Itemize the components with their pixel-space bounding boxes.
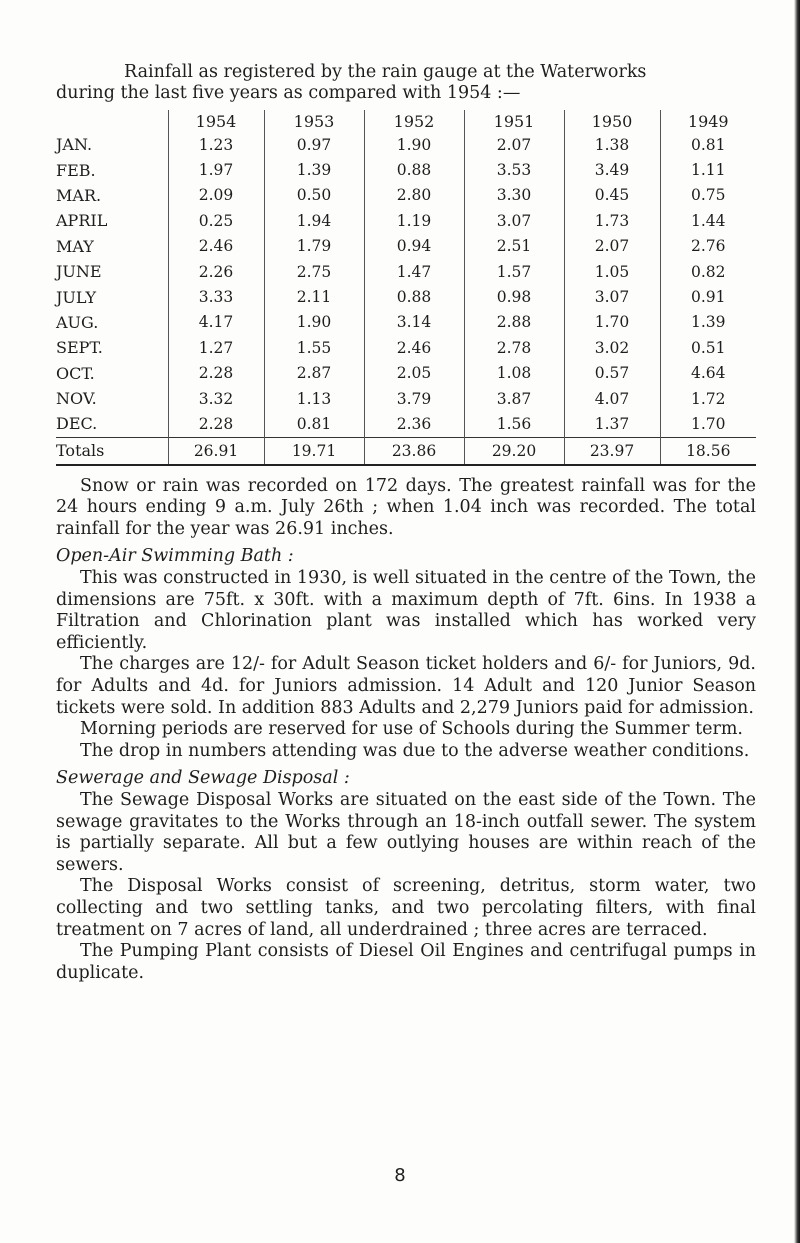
- rainfall-cell: 1.72: [660, 386, 756, 411]
- month-label: NOV.: [56, 389, 97, 409]
- rainfall-cell: 0.88: [364, 157, 464, 182]
- rainfall-cell: 1.90: [364, 132, 464, 157]
- rainfall-cell: 3.53: [464, 157, 564, 182]
- rainfall-cell: 2.09: [168, 183, 264, 208]
- rainfall-cell: 2.51: [464, 234, 564, 259]
- rainfall-cell: 3.33: [168, 284, 264, 309]
- rainfall-cell: 1.37: [564, 411, 660, 437]
- month-label: APRIL: [56, 211, 108, 231]
- rainfall-cell: 2.36: [364, 411, 464, 437]
- rainfall-cell: 1.19: [364, 208, 464, 233]
- rainfall-cell: 2.07: [464, 132, 564, 157]
- total-cell: 29.20: [464, 437, 564, 465]
- rainfall-cell: 3.87: [464, 386, 564, 411]
- rainfall-cell: 0.94: [364, 234, 464, 259]
- swimming-paragraph: The charges are 12/- for Adult Season ticket holders and 6/- for Juniors, 9d. for Adults and 4d. for Juniors admission. 14 Adult and 120 Junior Season tickets were sold. In addition 883 Adults and 2,279 Juniors paid for admission.: [56, 654, 756, 718]
- table-row: [56, 259, 756, 284]
- rainfall-cell: 2.05: [364, 361, 464, 386]
- table-row: [56, 208, 756, 233]
- rainfall-cell: 1.70: [564, 310, 660, 335]
- page-number: 8: [394, 1165, 406, 1186]
- rainfall-cell: 1.79: [264, 234, 364, 259]
- rainfall-cell: 1.05: [564, 259, 660, 284]
- sewerage-paragraph: The Pumping Plant consists of Diesel Oil Engines and centrifugal pumps in duplicate.: [56, 941, 756, 983]
- total-cell: 19.71: [264, 437, 364, 465]
- rainfall-cell: 1.13: [264, 386, 364, 411]
- rainfall-cell: 3.07: [464, 208, 564, 233]
- month-label: JUNE: [56, 262, 102, 282]
- caption-line-1: Rainfall as registered by the rain gauge at the Waterworks: [124, 62, 647, 82]
- rainfall-cell: 3.02: [564, 335, 660, 360]
- header-year: 1950: [564, 110, 660, 132]
- rainfall-cell: 0.91: [660, 284, 756, 309]
- caption-line-2: during the last five years as compared with 1954 :—: [56, 83, 521, 103]
- rainfall-cell: 2.11: [264, 284, 364, 309]
- document-page: [56, 62, 756, 984]
- rainfall-cell: 1.39: [660, 310, 756, 335]
- table-row: [56, 335, 756, 360]
- rainfall-cell: 2.46: [364, 335, 464, 360]
- header-year: 1954: [168, 110, 264, 132]
- table-header-row: [56, 110, 756, 132]
- rainfall-cell: 0.57: [564, 361, 660, 386]
- swimming-paragraph: The drop in numbers attending was due to the adverse weather conditions.: [80, 740, 750, 761]
- rainfall-cell: 2.76: [660, 234, 756, 259]
- rainfall-cell: 1.70: [660, 411, 756, 437]
- rainfall-cell: 1.11: [660, 157, 756, 182]
- total-cell: 23.86: [364, 437, 464, 465]
- table-caption: [56, 62, 756, 104]
- header-year: 1951: [464, 110, 564, 132]
- rainfall-cell: 0.51: [660, 335, 756, 360]
- rainfall-cell: 3.79: [364, 386, 464, 411]
- month-label: SEPT.: [56, 338, 103, 358]
- rainfall-cell: 3.14: [364, 310, 464, 335]
- month-label: OCT.: [56, 363, 95, 383]
- rainfall-summary: Snow or rain was recorded on 172 days. The greatest rainfall was for the 24 hours ending 9 a.m. July 26th ; when 1.04 inch was recorded. The total rainfall for the year was 26.91 inches.: [56, 475, 756, 539]
- rainfall-table: [56, 110, 756, 466]
- rainfall-cell: 2.28: [168, 361, 264, 386]
- rainfall-cell: 1.38: [564, 132, 660, 157]
- table-row: [56, 310, 756, 335]
- rainfall-cell: 0.75: [660, 183, 756, 208]
- rainfall-cell: 3.32: [168, 386, 264, 411]
- body-text: [56, 476, 756, 985]
- month-label: JAN.: [56, 135, 93, 155]
- rainfall-cell: 4.07: [564, 386, 660, 411]
- rainfall-cell: 2.26: [168, 259, 264, 284]
- rainfall-cell: 0.81: [660, 132, 756, 157]
- month-label: MAR.: [56, 185, 102, 205]
- sewerage-paragraph: The Sewage Disposal Works are situated on the east side of the Town. The sewage gravitates to the Works through an 18-inch outfall sewer. The system is partially separate. All but a few outlying houses are within reach of the sewers.: [56, 790, 756, 875]
- month-label: AUG.: [56, 312, 99, 332]
- rainfall-cell: 2.75: [264, 259, 364, 284]
- swimming-paragraph: Morning periods are reserved for use of Schools during the Summer term.: [80, 719, 743, 740]
- total-cell: 26.91: [168, 437, 264, 465]
- rainfall-cell: 1.97: [168, 157, 264, 182]
- rainfall-cell: 0.97: [264, 132, 364, 157]
- rainfall-cell: 0.88: [364, 284, 464, 309]
- total-cell: 18.56: [660, 437, 756, 465]
- sewerage-paragraph: The Disposal Works consist of screening, detritus, storm water, two collecting and two settling tanks, and two percolating filters, with final treatment on 7 acres of land, all underdrained ; three acres are terraced.: [56, 876, 756, 940]
- sewerage-heading: Sewerage and Sewage Disposal :: [56, 768, 350, 789]
- header-year: 1953: [264, 110, 364, 132]
- month-label: MAY: [56, 236, 94, 256]
- table-row: [56, 361, 756, 386]
- rainfall-cell: 1.27: [168, 335, 264, 360]
- rainfall-cell: 3.49: [564, 157, 660, 182]
- rainfall-cell: 0.82: [660, 259, 756, 284]
- rainfall-cell: 1.23: [168, 132, 264, 157]
- page-edge-shadow: [794, 0, 800, 1243]
- swimming-paragraph: This was constructed in 1930, is well situated in the centre of the Town, the dimensions are 75ft. x 30ft. with a maximum depth of 7ft. 6ins. In 1938 a Filtration and Chlorination plant was installed which has worked very efficiently.: [56, 568, 756, 653]
- rainfall-cell: 0.50: [264, 183, 364, 208]
- rainfall-cell: 0.98: [464, 284, 564, 309]
- table-row: [56, 234, 756, 259]
- month-label: FEB.: [56, 160, 96, 180]
- rainfall-cell: 1.47: [364, 259, 464, 284]
- rainfall-cell: 1.44: [660, 208, 756, 233]
- rainfall-cell: 0.25: [168, 208, 264, 233]
- rainfall-cell: 3.30: [464, 183, 564, 208]
- month-label: JULY: [56, 287, 97, 307]
- rainfall-cell: 1.57: [464, 259, 564, 284]
- table-row: [56, 132, 756, 157]
- rainfall-cell: 1.90: [264, 310, 364, 335]
- table-row: [56, 157, 756, 182]
- header-month-cell: [56, 110, 168, 132]
- table-row: [56, 284, 756, 309]
- header-year: 1952: [364, 110, 464, 132]
- rainfall-cell: 0.45: [564, 183, 660, 208]
- rainfall-cell: 2.46: [168, 234, 264, 259]
- rainfall-cell: 2.80: [364, 183, 464, 208]
- rainfall-cell: 4.64: [660, 361, 756, 386]
- rainfall-cell: 1.08: [464, 361, 564, 386]
- rainfall-cell: 2.88: [464, 310, 564, 335]
- totals-row: [56, 437, 756, 465]
- header-year: 1949: [660, 110, 756, 132]
- rainfall-cell: 2.07: [564, 234, 660, 259]
- rainfall-cell: 1.39: [264, 157, 364, 182]
- rainfall-cell: 0.81: [264, 411, 364, 437]
- total-cell: 23.97: [564, 437, 660, 465]
- rainfall-cell: 3.07: [564, 284, 660, 309]
- rainfall-cell: 1.56: [464, 411, 564, 437]
- rainfall-cell: 1.55: [264, 335, 364, 360]
- rainfall-cell: 1.73: [564, 208, 660, 233]
- rainfall-cell: 1.94: [264, 208, 364, 233]
- totals-label: Totals: [56, 437, 168, 465]
- table-row: [56, 411, 756, 437]
- month-label: DEC.: [56, 414, 98, 434]
- rainfall-cell: 2.78: [464, 335, 564, 360]
- swimming-heading: Open-Air Swimming Bath :: [56, 546, 294, 567]
- rainfall-cell: 2.28: [168, 411, 264, 437]
- table-row: [56, 183, 756, 208]
- rainfall-cell: 2.87: [264, 361, 364, 386]
- rainfall-cell: 4.17: [168, 310, 264, 335]
- table-row: [56, 386, 756, 411]
